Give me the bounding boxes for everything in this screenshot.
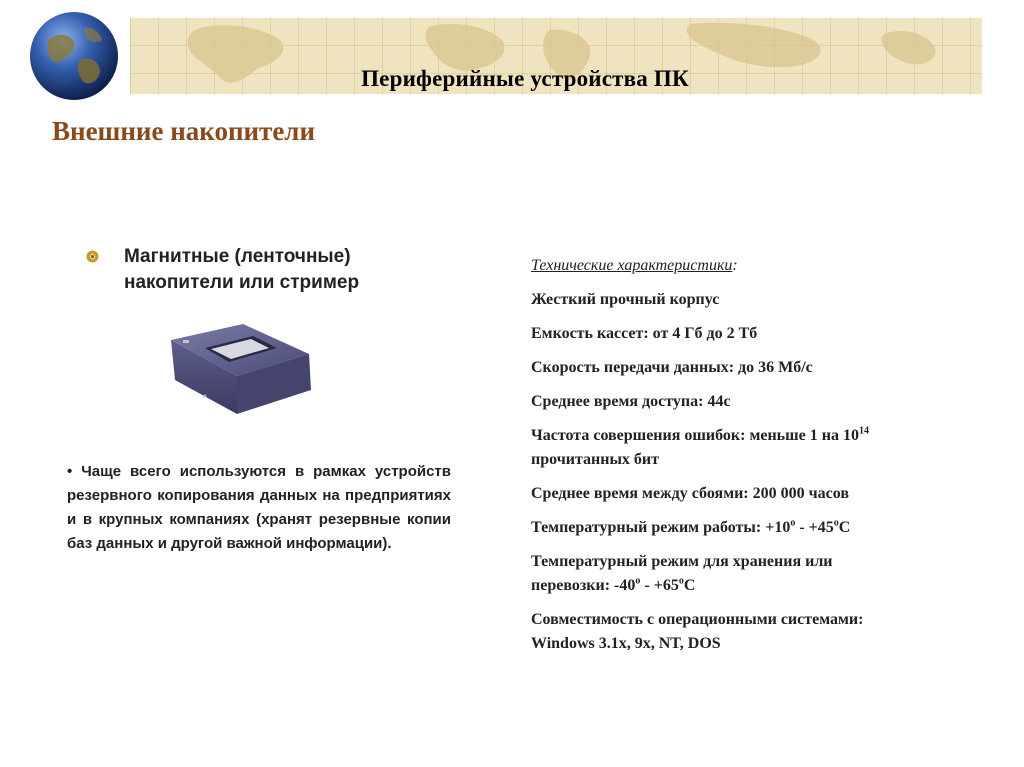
degree-mark: о: [635, 575, 641, 587]
specs-title-suffix: :: [732, 257, 738, 274]
heading-line-1: Магнитные (ленточные): [124, 246, 351, 267]
globe-icon: [28, 10, 120, 102]
error-rate-text: Частота совершения ошибок: меньше 1 на 10: [531, 427, 859, 444]
temp-store-unit: С: [683, 577, 696, 594]
spec-item: Жесткий прочный корпус: [531, 291, 720, 308]
section-title: Внешние накопители: [52, 116, 316, 146]
temp-work-label: Температурный режим работы: +10: [531, 519, 791, 536]
temp-store-line1: Температурный режим для хранения или: [531, 553, 833, 570]
specs-title: [531, 254, 1001, 278]
compat-line1: Совместимость с операционными системами:: [531, 611, 864, 628]
degree-mark: о: [833, 517, 839, 529]
spec-item: Среднее время доступа: 44с: [531, 393, 731, 410]
heading-line-2: накопители или стример: [124, 272, 360, 293]
error-rate-exponent: 14: [858, 425, 869, 437]
description-text: • Чаще всего используются в рамках устройств резервного копирования данных на предприятиях и в крупных компаниях (хранят резервные копии баз данных и другой важной информации).: [67, 463, 451, 552]
spec-item-error-rate: [531, 424, 1001, 472]
bullet-icon: [86, 250, 99, 263]
specs-list: [531, 254, 1001, 666]
tape-drive-image: [165, 318, 315, 420]
degree-mark: о: [678, 575, 684, 587]
spec-item-temp-store: [531, 550, 1001, 598]
spec-item: Емкость кассет: от 4 Гб до 2 Тб: [531, 325, 758, 342]
specs-title-text: Технические характеристики: [531, 257, 733, 274]
temp-store-mid: - +65: [640, 577, 679, 594]
spec-item: Скорость передачи данных: до 36 Мб/с: [531, 359, 813, 376]
error-rate-line2: прочитанных бит: [531, 451, 660, 468]
temp-work-unit: С: [838, 519, 851, 536]
spec-item-temp-work: [531, 516, 1001, 540]
temp-store-label: перевозки: -40: [531, 577, 636, 594]
temp-work-mid: - +45: [795, 519, 834, 536]
storage-heading: [124, 244, 444, 296]
spec-item-compat: [531, 608, 1001, 656]
compat-line2: Windows 3.1х, 9х, NT, DOS: [531, 635, 721, 652]
degree-mark: о: [790, 517, 796, 529]
spec-item-mtbf: Среднее время между сбоями: 200 000 часов: [531, 485, 849, 502]
page-title: Периферийные устройства ПК: [361, 66, 689, 91]
